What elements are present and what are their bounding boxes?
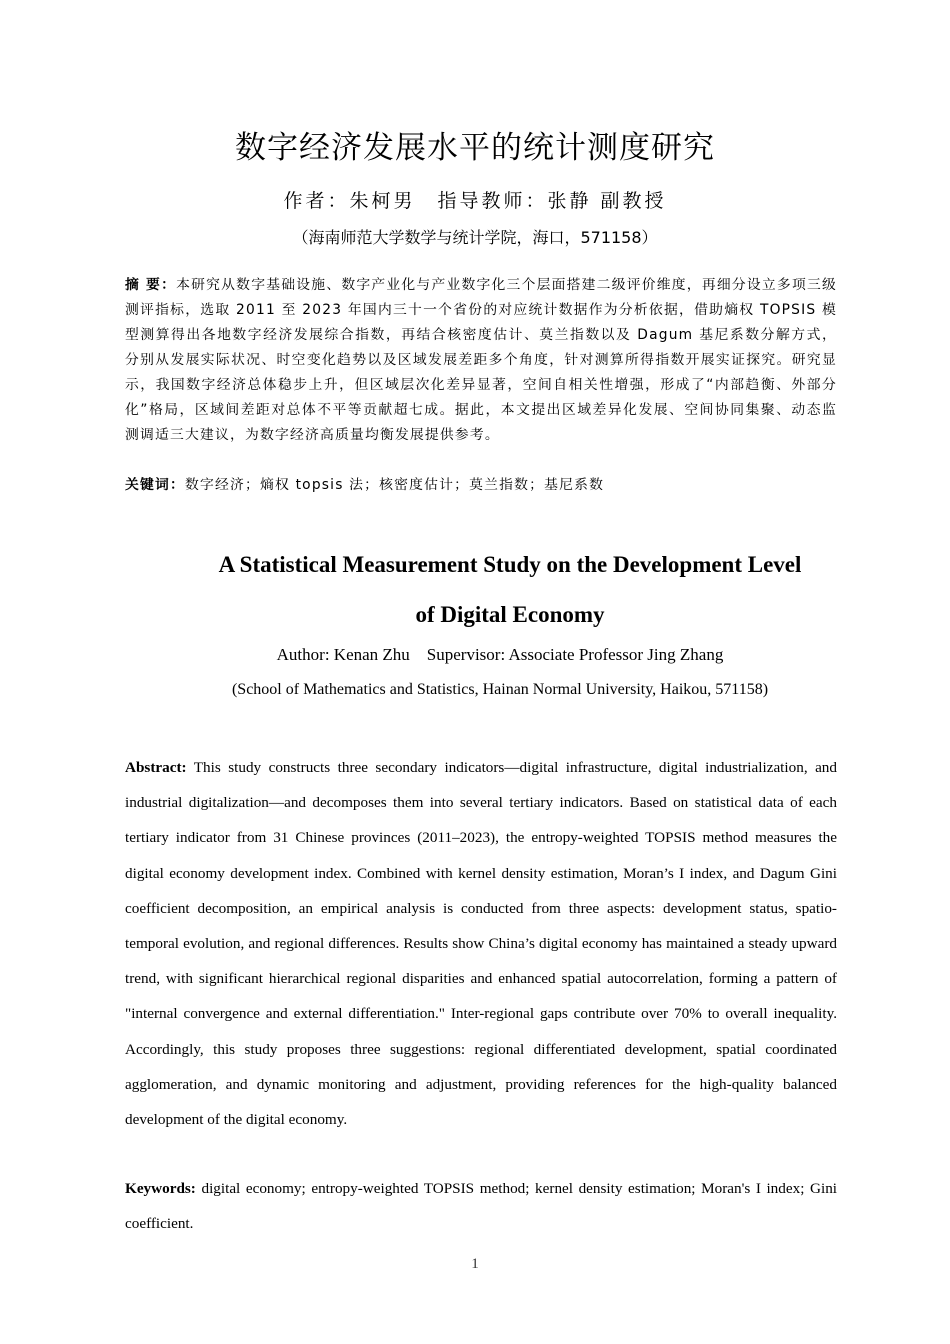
english-abstract	[125, 750, 837, 1137]
chinese-abstract	[125, 273, 837, 448]
english-abstract-text: This study constructs three secondary indicators—digital infrastructure, digital industrialization, and industrial digitalization—and decomposes them into several tertiary indicators. Based on statistical data of each tertiary indicator from 31 Chinese provinces (2011–2023), the entropy-weighted TOPSIS method measures the digital economy development index. Combined with kernel density estimation, Moran’s I index, and Dagum Gini coefficient decomposition, an empirical analysis is conducted from three aspects: development status, spatio-temporal evolution, and regional differences. Results show China’s digital economy has maintained a steady upward trend, with significant hierarchical regional disparities and enhanced spatial autocorrelation, forming a pattern of "internal convergence and external differentiation." Inter-regional gaps contribute over 70% to overall inequality. Accordingly, this study proposes three suggestions: regional differentiated development, spatial coordinated agglomeration, and dynamic monitoring and adjustment, providing references for the high-quality balanced development of the digital economy.	[125, 759, 837, 1129]
page-number: 1	[471, 1256, 479, 1272]
english-abstract-label: Abstract:	[125, 759, 187, 776]
english-title-line2: of Digital Economy	[415, 602, 605, 627]
chinese-author: 作者：朱柯男	[283, 190, 416, 212]
english-title-line1: A Statistical Measurement Study on the Development Level	[218, 552, 802, 577]
english-keywords-label: Keywords:	[125, 1180, 196, 1197]
english-title	[160, 540, 860, 640]
chinese-affiliation: （海南师范大学数学与统计学院，海口，571158）	[292, 228, 658, 247]
english-supervisor: Supervisor: Associate Professor Jing Zhang	[426, 645, 724, 664]
chinese-author-line	[0, 186, 950, 213]
english-affiliation: (School of Mathematics and Statistics, Hainan Normal University, Haikou, 571158)	[231, 681, 769, 698]
chinese-abstract-text: 本研究从数字基础设施、数字产业化与产业数字化三个层面搭建二级评价维度，再细分设立多项三级测评指标，选取 2011 至 2023 年国内三十一个省份的对应统计数据作为分析依据，借助熵权 TOPSIS 模型测算得出各地数字经济发展综合指数，再结合核密度估计、莫兰指数以及 Dagum 基尼系数分解方式，分别从发展实际状况、时空变化趋势以及区域发展差距多个角度，针对测算所得指数开展实证探究。研究显示，我国数字经济总体稳步上升，但区域层次化差异显著，空间自相关性增强，形成了“内部趋衡、外部分化”格局，区域间差距对总体不平等贡献超七成。据此，本文提出区域差异化发展、空间协同集聚、动态监测调适三大建议，为数字经济高质量均衡发展提供参考。	[125, 277, 837, 443]
english-author-line	[0, 645, 950, 665]
english-keywords-text: digital economy; entropy-weighted TOPSIS method; kernel density estimation; Moran's I index; Gini coefficient.	[125, 1180, 838, 1233]
chinese-abstract-label: 摘 要：	[125, 277, 177, 293]
chinese-title: 数字经济发展水平的统计测度研究	[235, 130, 715, 166]
chinese-keywords-text: 数字经济；熵权 topsis 法；核密度估计；莫兰指数；基尼系数	[185, 477, 605, 493]
chinese-supervisor: 指导教师：张静 副教授	[437, 190, 667, 212]
english-author: Author: Kenan Zhu	[276, 645, 410, 664]
english-keywords	[125, 1171, 837, 1241]
chinese-keywords	[125, 473, 837, 498]
chinese-keywords-label: 关键词：	[125, 477, 185, 493]
